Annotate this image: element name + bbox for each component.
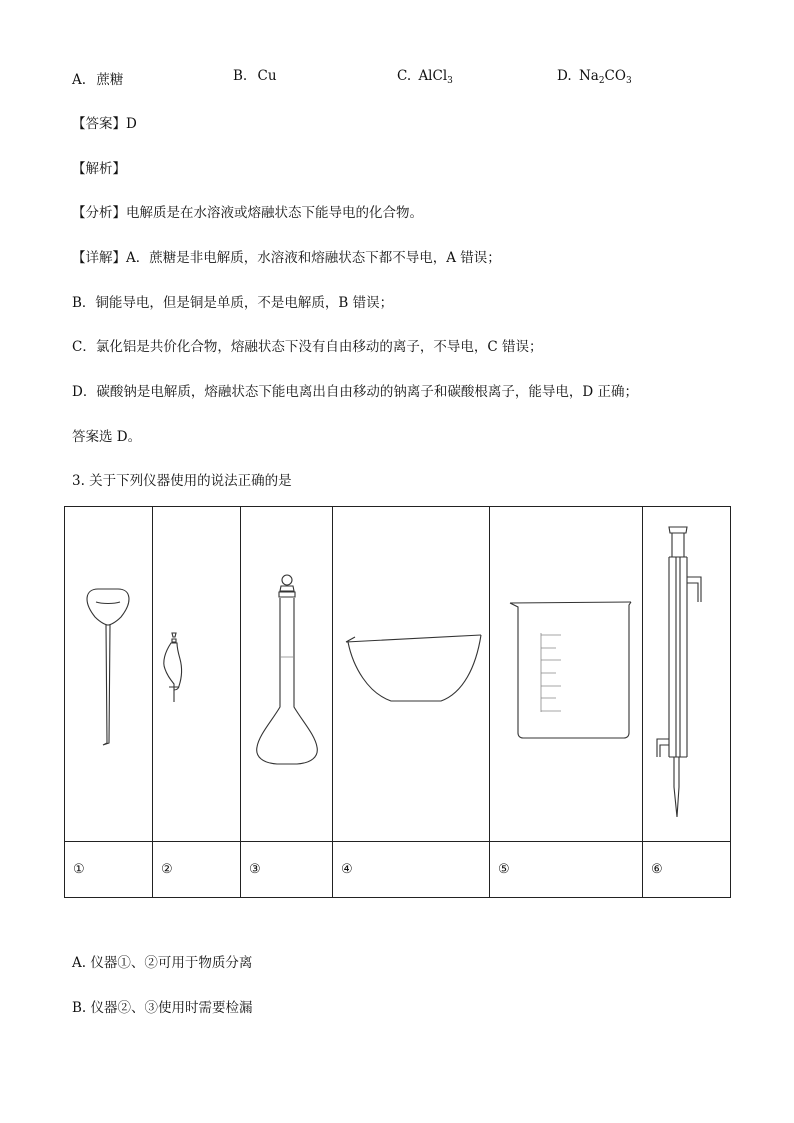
option-letter: A. (72, 72, 87, 88)
label-3: ③ (241, 842, 333, 898)
cell-beaker (490, 507, 643, 842)
volumetric-flask-icon (241, 507, 333, 841)
option-text: Cu (257, 68, 277, 84)
label-2: ② (153, 842, 241, 898)
answer-line: 【答案】D (72, 116, 137, 132)
analysis-text: 【分析】电解质是在水溶液或熔融状态下能导电的化合物。 (72, 205, 423, 221)
separatory-funnel-icon (153, 507, 241, 841)
cell-separatory-funnel (153, 507, 241, 842)
conclusion: 答案选 D。 (72, 429, 142, 445)
option-c (397, 68, 453, 86)
option-letter: D. (557, 68, 572, 84)
option-letter: B. (233, 68, 248, 84)
beaker-icon (490, 507, 643, 841)
choice-b: B. 仪器②、③使用时需要检漏 (72, 1000, 253, 1016)
question-3-stem: 3. 关于下列仪器使用的说法正确的是 (72, 473, 292, 489)
label-6: ⑥ (643, 842, 731, 898)
option-a (72, 68, 123, 88)
apparatus-table (64, 506, 731, 898)
cell-evaporating-dish (333, 507, 490, 842)
detail-a: 【详解】A．蔗糖是非电解质，水溶液和熔融状态下都不导电，A 错误； (72, 250, 501, 266)
option-b (233, 68, 277, 84)
option-letter: C. (397, 68, 412, 84)
label-1: ① (65, 842, 153, 898)
round-bottom-funnel-icon (65, 507, 153, 841)
condenser-tube-icon (643, 507, 731, 841)
detail-d: D．碳酸钠是电解质，熔融状态下能电离出自由移动的钠离子和碳酸根离子，能导电，D 正确； (72, 384, 638, 400)
formula-na2co3: $Na_2CO_3$ (578, 68, 632, 86)
label-4: ④ (333, 842, 490, 898)
cell-round-funnel (65, 507, 153, 842)
choice-a: A. 仪器①、②可用于物质分离 (72, 955, 253, 971)
detail-c: C．氯化铝是共价化合物，熔融状态下没有自由移动的离子，不导电，C 错误； (72, 339, 543, 355)
formula-alcl3: AlCl$_3$ (418, 68, 453, 86)
cell-volumetric-flask (241, 507, 333, 842)
detail-b: B．铜能导电，但是铜是单质，不是电解质，B 错误； (72, 295, 394, 311)
cell-condenser (643, 507, 731, 842)
label-5: ⑤ (490, 842, 643, 898)
evaporating-dish-icon (333, 507, 490, 841)
analysis-heading: 【解析】 (72, 161, 126, 177)
option-text: 蔗糖 (96, 72, 124, 88)
option-d (557, 68, 632, 86)
